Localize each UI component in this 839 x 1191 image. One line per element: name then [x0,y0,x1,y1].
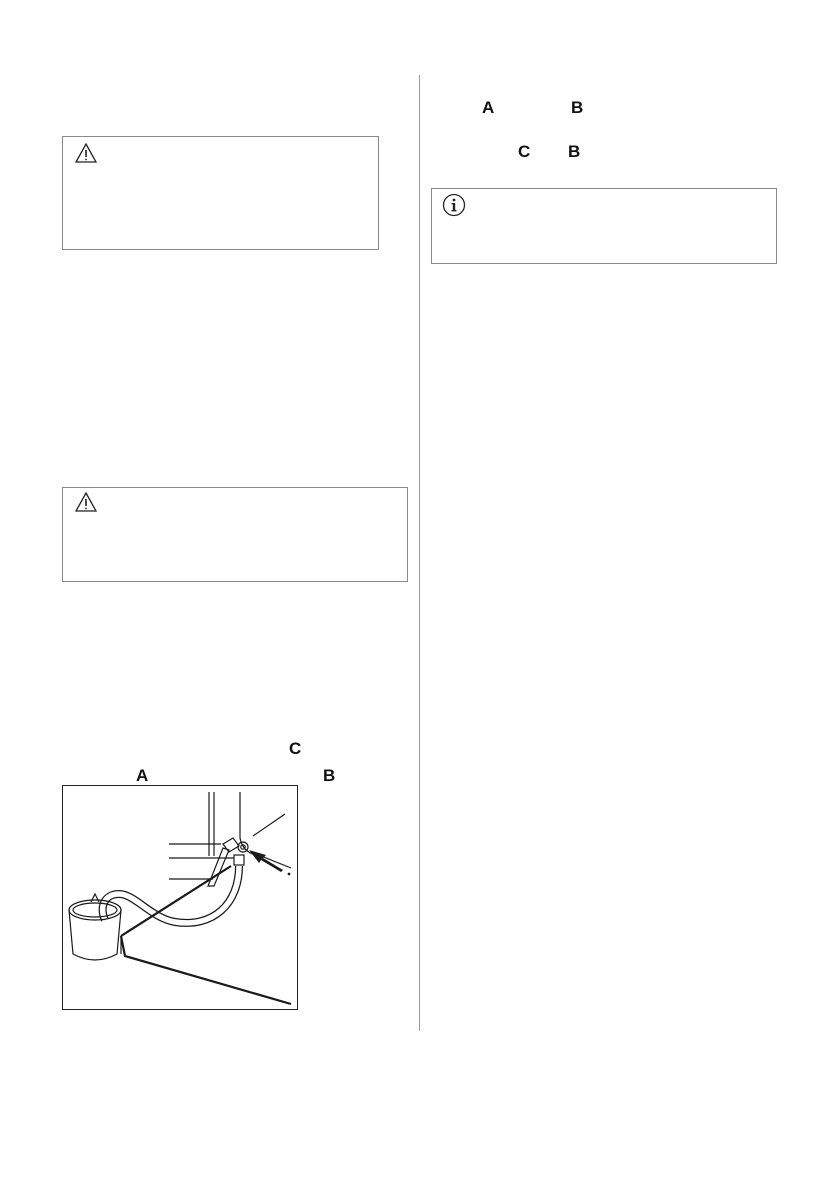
label-c-left: C [289,739,302,758]
info-box [431,188,777,264]
drain-hose-drawing [63,786,297,1009]
label-b-left: B [323,766,336,785]
label-b-right-1: B [571,98,584,117]
warning-box-2 [62,487,408,582]
label-a-right: A [482,98,495,117]
warning-triangle-icon [75,492,97,512]
label-c-right: C [518,142,531,161]
warning-triangle-icon [75,143,97,163]
label-b-right-2: B [568,142,581,161]
warning-box-1 [62,136,379,250]
label-a-left: A [136,766,149,785]
info-circle-icon [442,193,466,217]
column-divider [419,75,420,1031]
drain-hose-illustration [62,785,298,1010]
